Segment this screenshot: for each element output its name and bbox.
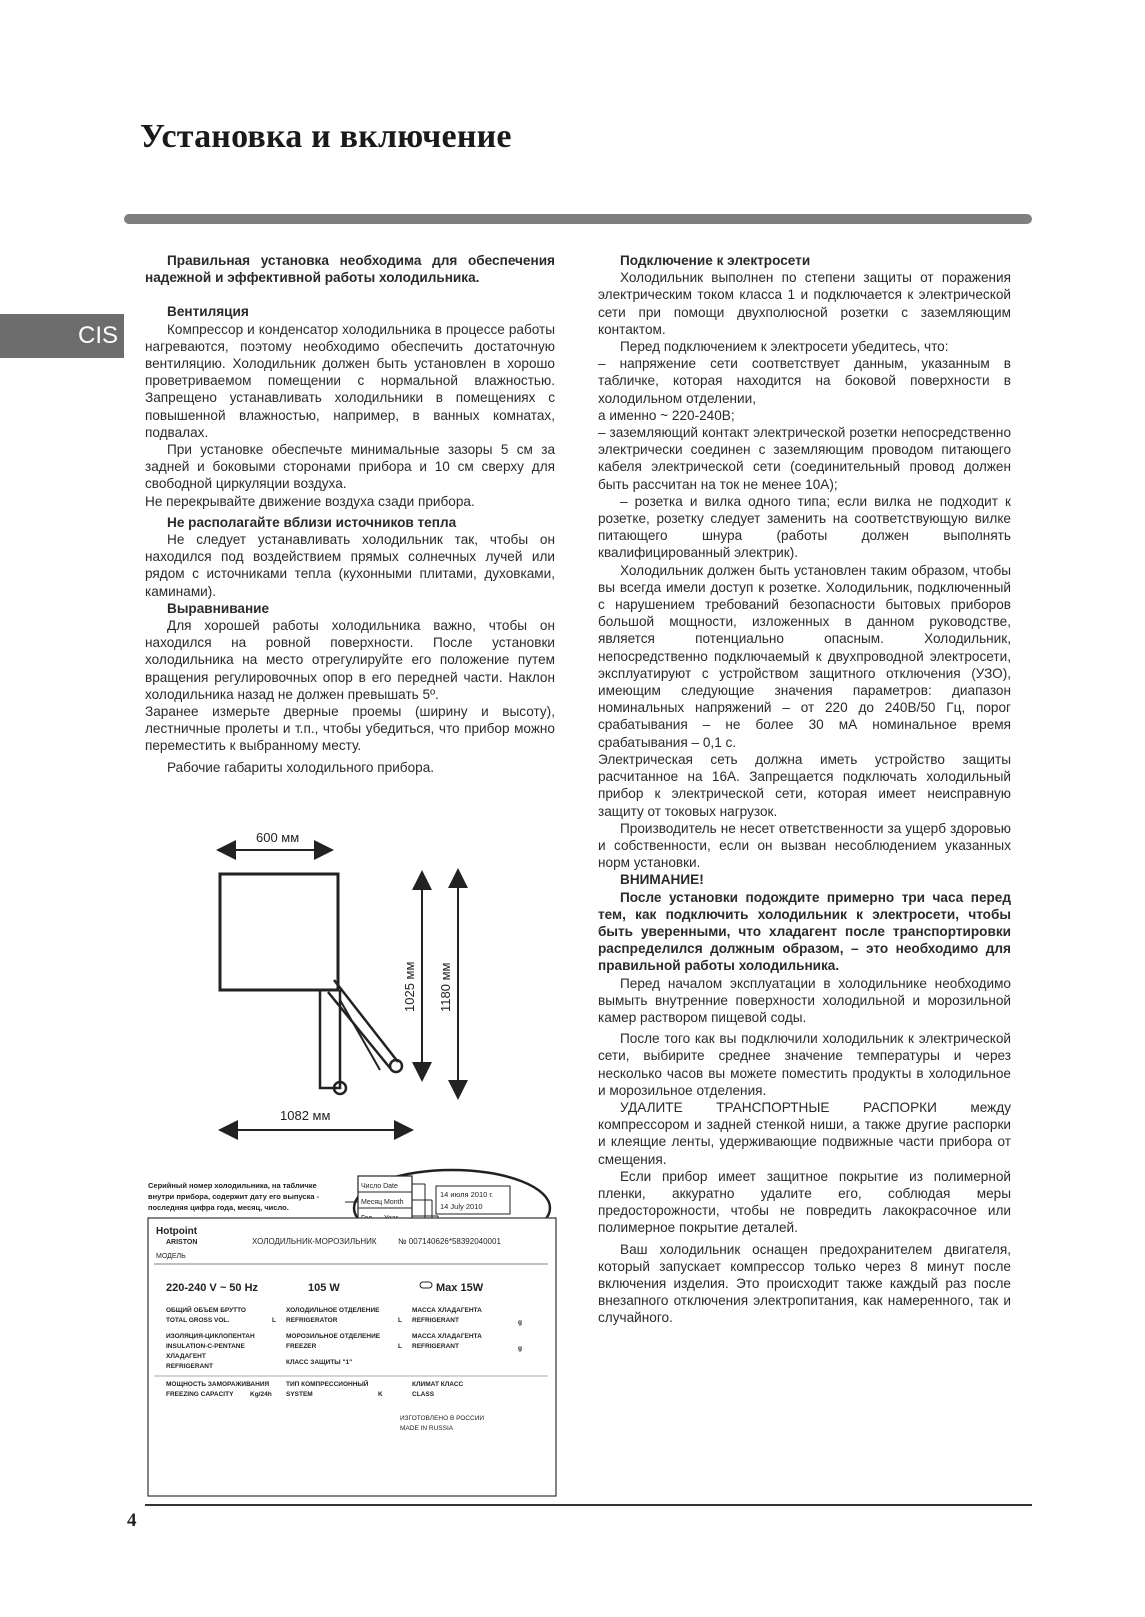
height-label-2: 1180 мм [438, 962, 453, 1012]
svg-text:МОЩНОСТЬ ЗАМОРАЖИВАНИЯ: МОЩНОСТЬ ЗАМОРАЖИВАНИЯ [166, 1381, 270, 1388]
page-number: 4 [127, 1510, 137, 1531]
ventilation-heading: Вентиляция [167, 304, 249, 320]
made-in-ru: ИЗГОТОВЛЕНО В РОССИИ [400, 1415, 485, 1422]
door-hinge [390, 1060, 402, 1072]
svg-text:L: L [398, 1343, 402, 1350]
film-paragraph: Если прибор имеет защитное покрытие из полимерной пленки, аккуратно удалите его, соблюдая меры предосторожности, чтобы не повредить лакокрасочное или полимерное покрытие деталей. [598, 1168, 1011, 1236]
svg-text:REFRIGERANT: REFRIGERANT [166, 1363, 213, 1370]
date-box-day: Число Date [361, 1183, 398, 1190]
ventilation-paragraph: Компрессор и конденсатор холодильника в процессе работы нагреваются, поэтому необходимо обеспечить достаточную вентиляцию. Холодильник должен быть установлен в хорошо проветриваемом помещении с нормальной влажностью. Запрещено устанавливать холодильники в помещениях с повышенной влажностью, например, в ванных комнатах, подвалах. [145, 321, 555, 440]
power-paragraph-5: Производитель не несет ответственности за ущерб здоровью и собственности, если он вызван несоблюдением указанных норм установки. [598, 820, 1011, 871]
power-condition-1: – напряжение сети соответствует данным, указанным в табличке, которая находится на боковой поверхности в холодильном отделении, [598, 356, 1011, 406]
power-paragraph-2: Перед подключением к электросети убедитесь, что: [620, 339, 949, 355]
date-example-en: 14 July 2010 [440, 1202, 483, 1211]
svg-text:ХОЛОДИЛЬНОЕ ОТДЕЛЕНИЕ: ХОЛОДИЛЬНОЕ ОТДЕЛЕНИЕ [286, 1307, 380, 1314]
lamp-rating: Max 15W [436, 1282, 484, 1294]
date-box-month: Месяц Month [361, 1199, 404, 1206]
temperature-paragraph: После того как вы подключили холодильник к электрической сети, выбирите среднее значение температуры и через несколько часов вы можете поместить продукты в холодильное и морозильное отделения. [598, 1031, 1011, 1098]
svg-text:ОБЩИЙ ОБЪЕМ БРУТТО: ОБЩИЙ ОБЪЕМ БРУТТО [166, 1307, 246, 1314]
svg-text:L: L [398, 1317, 402, 1324]
power-condition-1-voltage: а именно ~ 220-240В; [598, 407, 735, 423]
model-label: МОДЕЛЬ [156, 1253, 186, 1260]
footer-rule [145, 1504, 1032, 1506]
region-tab: CIS [0, 314, 124, 358]
power-condition-2: – заземляющий контакт электрической розетки непосредственно электрически соединен с заземляющим проводом питающего кабеля электрической сети (соединительный провод должен быть рассчитан на ток не менее 10А); [598, 425, 1011, 492]
svg-text:REFRIGERANT: REFRIGERANT [412, 1317, 459, 1324]
svg-text:SYSTEM: SYSTEM [286, 1391, 313, 1398]
spacers-paragraph: УДАЛИТЕ ТРАНСПОРТНЫЕ РАСПОРКИ между компрессором и задней стенкой ниши, а также другие распорки и клеящие ленты, удерживающие подвижные части прибора от смещения. [598, 1099, 1011, 1167]
heat-paragraph: Не следует устанавливать холодильник так, чтобы он находился под воздействием прямых солнечных лучей или рядом с источниками тепла (кухонными плитами, духовками, каминами). [145, 532, 555, 599]
dimensions-caption: Рабочие габариты холодильного прибора. [167, 759, 435, 775]
width-label: 600 мм [256, 830, 300, 845]
door-line-2 [334, 980, 398, 1062]
right-column [598, 252, 1011, 1327]
made-in-en: MADE IN RUSSIA [400, 1425, 454, 1432]
title-rule [124, 214, 1032, 224]
brand-ariston: ARISTON [166, 1239, 198, 1246]
fridge-body [220, 874, 338, 990]
ventilation-warning: Не перекрывайте движение воздуха сзади прибора. [145, 493, 475, 509]
heat-heading: Не располагайте вблизи источников тепла [167, 514, 457, 530]
wash-paragraph: Перед началом эксплуатации в холодильнике необходимо вымыть внутренние поверхности холодильной и морозильной камер раствором пищевой соды. [598, 975, 1011, 1025]
power-heading: Подключение к электросети [620, 253, 811, 268]
power-paragraph-1: Холодильник выполнен по степени защиты от поражения электрическим током класса 1 и подключается к электрической сети при помощи двухполюсной розетки с заземляющим контактом. [598, 270, 1011, 337]
door-line-3 [340, 1000, 380, 1070]
serial-note-3: последняя цифра года, месяц, число. [148, 1203, 289, 1212]
height-label-1: 1025 мм [402, 961, 417, 1012]
power-rating: 105 W [308, 1282, 340, 1294]
svg-text:FREEZER: FREEZER [286, 1343, 317, 1350]
voltage-rating: 220-240 V ~ 50 Hz [166, 1282, 259, 1294]
fuse-paragraph: Ваш холодильник оснащен предохранителем двигателя, который запускает компрессор только через 8 минут после включения изделия. Это происходит также каждый раз после внезапного отключения электропитания, как намеренного, так и случайного. [598, 1241, 1011, 1326]
serial-note-2: внутри прибора, содержит дату его выпуска - [148, 1192, 320, 1201]
brand-hotpoint: Hotpoint [156, 1226, 198, 1237]
product-type: ХОЛОДИЛЬНИК-МОРОЗИЛЬНИК [252, 1237, 377, 1246]
depth-label: 1082 мм [280, 1108, 331, 1123]
date-example-ru: 14 июля 2010 г. [440, 1190, 494, 1199]
svg-text:ИЗОЛЯЦИЯ-ЦИКЛОПЕНТАН: ИЗОЛЯЦИЯ-ЦИКЛОПЕНТАН [166, 1333, 255, 1340]
serial-note-1: Серийный номер холодильника, на табличке [148, 1181, 317, 1190]
doorway-paragraph: Заранее измерьте дверные проемы (ширину и высоту), лестничные пролеты и т.п., чтобы убедиться, что прибор можно переместить к выбранному месту. [145, 704, 555, 754]
svg-text:КЛИМАТ КЛАСС: КЛИМАТ КЛАСС [412, 1381, 464, 1388]
leveling-paragraph: Для хорошей работы холодильника важно, чтобы он находился на ровной поверхности. После установки холодильника на место отрегулируйте его положение путем вращения регулировочных опор в его передней части. Наклон холодильника назад не должен превышать 5º. [145, 618, 555, 702]
intro-text: Правильная установка необходима для обеспечения надежной и эффективной работы холодильника. [145, 253, 555, 286]
rating-plate-illustration [140, 1178, 560, 1498]
serial-number: № 007140626*58392040001 [398, 1237, 501, 1246]
warning-heading: ВНИМАНИЕ! [620, 872, 704, 888]
svg-text:g: g [518, 1319, 522, 1326]
svg-text:FREEZING CAPACITY: FREEZING CAPACITY [166, 1391, 234, 1398]
ventilation-clearance: При установке обеспечьте минимальные зазоры 5 см за задней и боковыми сторонами прибора и 10 см сверху для свободной циркуляции воздуха. [145, 442, 555, 492]
svg-text:КЛАСС ЗАЩИТЫ "1": КЛАСС ЗАЩИТЫ "1" [286, 1359, 353, 1366]
left-column [145, 252, 555, 776]
door-line-1 [328, 992, 390, 1068]
svg-text:CLASS: CLASS [412, 1391, 435, 1398]
leveling-heading: Выравнивание [167, 600, 270, 616]
svg-text:МАССА ХЛАДАГЕНТА: МАССА ХЛАДАГЕНТА [412, 1333, 482, 1340]
svg-text:K: K [378, 1391, 383, 1398]
power-condition-3: – розетка и вилка одного типа; если вилка не подходит к розетке, розетку следует заменить на соответствующую вилке питающего шнура (работы должен выполнять квалифицированный электрик). [598, 493, 1011, 561]
svg-text:L: L [272, 1317, 276, 1324]
svg-text:REFRIGERATOR: REFRIGERATOR [286, 1317, 338, 1324]
fridge-dimensions-diagram [200, 830, 500, 1150]
svg-text:ХЛАДАГЕНТ: ХЛАДАГЕНТ [166, 1353, 206, 1360]
svg-text:g: g [518, 1345, 522, 1352]
svg-text:ТИП КОМПРЕССИОННЫЙ: ТИП КОМПРЕССИОННЫЙ [286, 1381, 369, 1388]
svg-text:МАССА ХЛАДАГЕНТА: МАССА ХЛАДАГЕНТА [412, 1307, 482, 1314]
power-paragraph-3: Холодильник должен быть установлен таким образом, чтобы вы всегда имели доступ к розетке. Холодильник, подключенный с нарушением требований безопасности бытовых приборов большой мощности, изложенных в данном руководстве, является потенциально опасным. Холодильник, непосредственно подключаемый к двухпроводной электросети, эксплуатируют с устройством защитного отключения (УЗО), имеющим следующие значения параметров: диапазон номинальных напряжений – от 220 до 240В/50 Гц, порог срабатывания – не более 30 мА номинальное время срабатывания – 0,1 с. [598, 562, 1011, 750]
page-title: Установка и включение [140, 118, 512, 155]
warning-text: После установки подождите примерно три часа перед тем, как подключить холодильник к электросети, чтобы быть уверенными, что хладагент после транспортировки распределился должным образом, – это необходимо для правильной работы холодильника. [598, 889, 1011, 974]
svg-text:TOTAL GROSS VOL.: TOTAL GROSS VOL. [166, 1317, 230, 1324]
svg-text:Kg/24h: Kg/24h [250, 1391, 272, 1398]
svg-text:REFRIGERANT: REFRIGERANT [412, 1343, 459, 1350]
svg-text:МОРОЗИЛЬНОЕ ОТДЕЛЕНИЕ: МОРОЗИЛЬНОЕ ОТДЕЛЕНИЕ [286, 1333, 381, 1340]
power-paragraph-4: Электрическая сеть должна иметь устройство защиты расчитанное на 16А. Запрещается подключать холодильный прибор к электрической сети, которая имеет неисправную защиту от токовых нагрузок. [598, 751, 1011, 819]
svg-text:INSULATION-C-PENTANE: INSULATION-C-PENTANE [166, 1343, 245, 1350]
rating-plate [148, 1218, 556, 1496]
